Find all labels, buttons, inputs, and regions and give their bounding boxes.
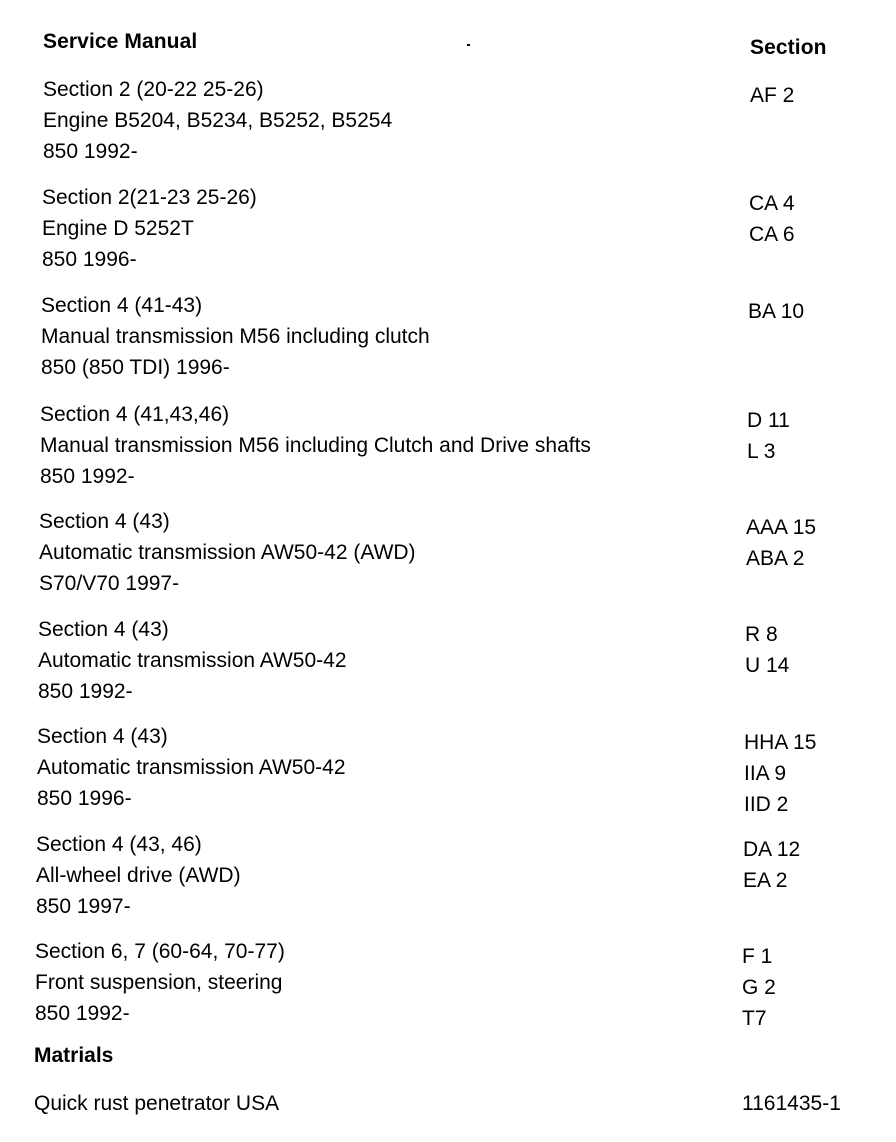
entry-line: 850 1996- bbox=[42, 248, 137, 271]
section-code: D 11 bbox=[747, 409, 790, 432]
section-code: AAA 15 bbox=[746, 516, 817, 539]
stray-mark bbox=[467, 44, 470, 46]
entry-section-codes bbox=[745, 619, 896, 681]
entry-line: 850 (850 TDI) 1996- bbox=[41, 356, 230, 379]
section-code: G 2 bbox=[742, 976, 776, 999]
entry-section-codes bbox=[750, 80, 896, 111]
section-code: BA 10 bbox=[748, 300, 805, 323]
material-name: Quick rust penetrator USA bbox=[34, 1092, 280, 1115]
entry-line: S70/V70 1997- bbox=[39, 572, 180, 595]
entry-line: Section 2 (20-22 25-26) bbox=[43, 78, 264, 101]
entry-line: Section 4 (41-43) bbox=[41, 294, 203, 317]
entry-line: 850 1996- bbox=[37, 787, 132, 810]
section-code: R 8 bbox=[745, 623, 778, 646]
section-code: CA 4 bbox=[749, 192, 795, 215]
section-code: AF 2 bbox=[750, 84, 795, 107]
section-code: F 1 bbox=[742, 945, 773, 968]
entry-line: Section 2(21-23 25-26) bbox=[42, 186, 257, 209]
section-code: HHA 15 bbox=[744, 731, 817, 754]
entry-line: Front suspension, steering bbox=[35, 971, 283, 994]
entry-line: Engine B5204, B5234, B5252, B5254 bbox=[43, 109, 393, 132]
entry-line: 850 1992- bbox=[43, 140, 138, 163]
section-code: L 3 bbox=[747, 440, 776, 463]
material-code: 1161435-1 bbox=[742, 1092, 841, 1115]
section-code: DA 12 bbox=[743, 838, 801, 861]
entry-line: Section 4 (43) bbox=[39, 510, 170, 533]
entry-line: Automatic transmission AW50-42 (AWD) bbox=[39, 541, 416, 564]
entry-section-codes bbox=[747, 405, 896, 467]
entry-line: Manual transmission M56 including Clutch and Drive shafts bbox=[40, 434, 591, 457]
entry-section-codes bbox=[744, 727, 896, 820]
section-code: ABA 2 bbox=[746, 547, 805, 570]
section-code: IIA 9 bbox=[744, 762, 787, 785]
entry-section-codes bbox=[749, 188, 896, 250]
section-code: T7 bbox=[742, 1007, 767, 1030]
section-code: EA 2 bbox=[743, 869, 788, 892]
entry-line: 850 1997- bbox=[36, 895, 131, 918]
materials-heading: Matrials bbox=[34, 1044, 114, 1067]
entry-line: Section 4 (43) bbox=[37, 725, 168, 748]
entry-line: 850 1992- bbox=[38, 680, 133, 703]
section-code: IID 2 bbox=[744, 793, 789, 816]
entry-line: Automatic transmission AW50-42 bbox=[37, 756, 346, 779]
entry-section-codes bbox=[748, 296, 896, 327]
entry-section-codes bbox=[742, 941, 896, 1034]
entry-section-codes bbox=[743, 834, 896, 896]
entry-line: Section 4 (43) bbox=[38, 618, 169, 641]
entry-line: Manual transmission M56 including clutch bbox=[41, 325, 430, 348]
entry-line: All-wheel drive (AWD) bbox=[36, 864, 241, 887]
section-heading: Section bbox=[750, 36, 827, 59]
entry-section-codes bbox=[746, 512, 896, 574]
entry-line: 850 1992- bbox=[40, 465, 135, 488]
section-code: CA 6 bbox=[749, 223, 795, 246]
entry-line: Section 4 (41,43,46) bbox=[40, 403, 230, 426]
section-code: U 14 bbox=[745, 654, 790, 677]
entry-line: Engine D 5252T bbox=[42, 217, 194, 240]
entry-line: Section 6, 7 (60-64, 70-77) bbox=[35, 940, 285, 963]
service-manual-heading: Service Manual bbox=[43, 30, 198, 53]
entry-line: 850 1992- bbox=[35, 1002, 130, 1025]
entry-line: Automatic transmission AW50-42 bbox=[38, 649, 347, 672]
entry-line: Section 4 (43, 46) bbox=[36, 833, 202, 856]
